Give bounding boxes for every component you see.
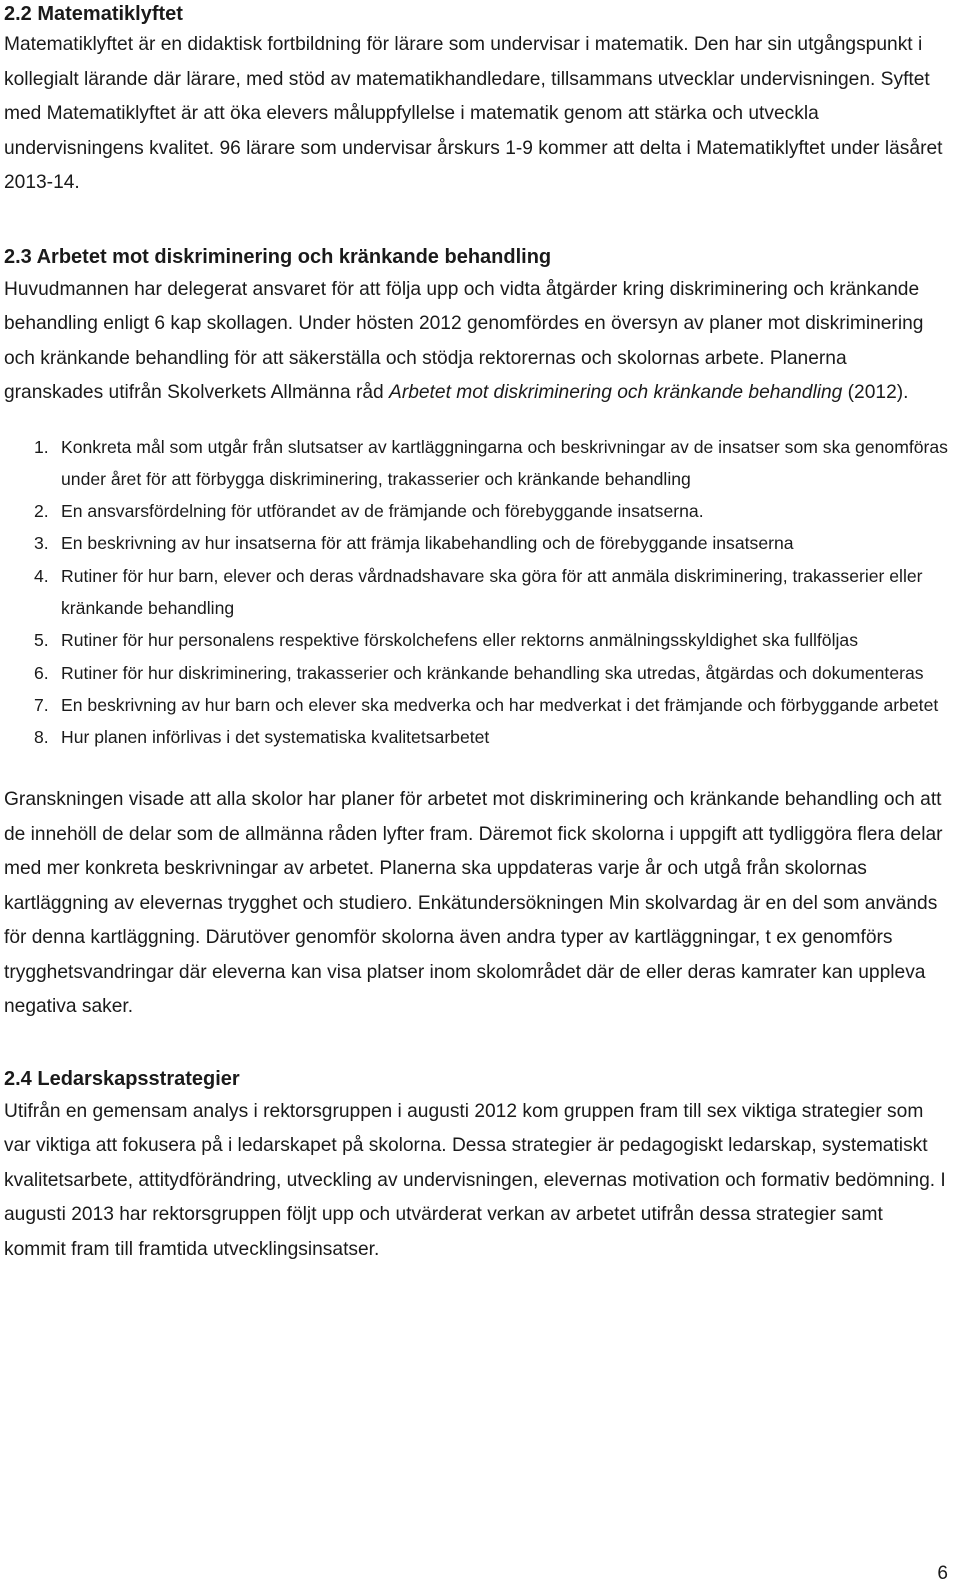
list-item <box>4 431 949 496</box>
paragraph-diskriminering-year: (2012). <box>847 382 909 403</box>
list-item <box>4 689 949 721</box>
list-item-text: En ansvarsfördelning för utförandet av de främjande och förebyggande insatserna. <box>61 501 704 522</box>
list-item <box>4 624 949 656</box>
paragraph-matematiklyftet: Matematiklyftet är en didaktisk fortbildning för lärare som undervisar i matematik. Den har sin utgångspunkt i kollegialt lärande där lärare, med stöd av matematikhandledare, tillsammans utvecklar undervisningen. Syftet med Matematiklyftet är att öka elevers måluppfyllelse i matematik genom att stärka och utveckla undervisningens kvalitet. 96 lärare som undervisar årskurs 1-9 kommer att delta i Matematiklyftet under läsåret 2013-14. <box>4 34 943 193</box>
paragraph-diskriminering-text: Huvudmannen har delegerat ansvaret för att följa upp och vidta åtgärder kring diskriminering och kränkande behandling enligt 6 kap skollagen. Under hösten 2012 genomfördes en översyn av planer mot diskriminering och kränkande behandling för att säkerställa och stödja rektorernas och skolornas arbete. Planerna granskades utifrån Skolverkets Allmänna råd <box>4 278 924 403</box>
list-item-number: 6. <box>34 662 49 683</box>
list-item <box>4 527 949 559</box>
section-heading-diskriminering: 2.3 Arbetet mot diskriminering och kränkande behandling <box>4 245 552 268</box>
list-item-text: Rutiner för hur diskriminering, trakasserier och kränkande behandling ska utredas, åtgärdas och dokumenteras <box>61 662 924 683</box>
section-heading-matematiklyftet: 2.2 Matematiklyftet <box>4 3 183 25</box>
list-item-text: En beskrivning av hur insatserna för att främja likabehandling och de förebyggande insatserna <box>61 533 794 554</box>
list-item-number: 4. <box>34 565 49 586</box>
list-item-number: 5. <box>34 630 49 651</box>
requirement-list <box>4 431 949 754</box>
list-item-text: Rutiner för hur personalens respektive förskolchefens eller rektorns anmälningsskyldighet ska fullföljas <box>61 630 858 651</box>
list-item-text: Konkreta mål som utgår från slutsatser av kartläggningarna och beskrivningar av de insatser som ska genomföras under året för att förbygga diskriminering, trakasserier och kränkande behandling <box>61 436 948 489</box>
section-heading-ledarskapsstrategier: 2.4 Ledarskapsstrategier <box>4 1067 240 1090</box>
paragraph-diskriminering <box>4 273 949 411</box>
document-page <box>4 0 949 1267</box>
list-item <box>4 721 949 753</box>
list-item-number: 3. <box>34 533 49 554</box>
list-item-text: Hur planen införlivas i det systematiska kvalitetsarbetet <box>61 727 490 748</box>
list-item <box>4 560 949 625</box>
list-item-number: 1. <box>34 436 49 457</box>
paragraph-diskriminering-italic-title: Arbetet mot diskriminering och kränkande behandling <box>389 382 843 403</box>
list-item-number: 8. <box>34 727 49 748</box>
list-item-text: En beskrivning av hur barn och elever ska medverka och har medverkat i det främjande och förbyggande arbetet <box>61 694 939 715</box>
paragraph-granskning: Granskningen visade att alla skolor har planer för arbetet mot diskriminering och kränkande behandling och att de innehöll de delar som de allmänna råden lyfter fram. Däremot fick skolorna i uppgift att tydliggöra flera delar med mer konkreta beskrivningar av arbetet. Planerna ska uppdateras varje år och utgå från skolornas kartläggning av elevernas trygghet och studiero. Enkätundersökningen Min skolvardag är en del som används för denna kartläggning. Därutöver genomför skolorna även andra typer av kartläggningar, t ex genomförs trygghetsvandringar där eleverna kan visa platser inom skolområdet där de eller deras kamrater kan uppleva negativa saker. <box>4 789 943 1018</box>
list-item <box>4 495 949 527</box>
page-number: 6 <box>937 1563 948 1584</box>
list-item-text: Rutiner för hur barn, elever och deras vårdnadshavare ska göra för att anmäla diskriminering, trakasserier eller kränkande behandling <box>61 565 923 618</box>
list-item-number: 7. <box>34 694 49 715</box>
paragraph-ledarskapsstrategier: Utifrån en gemensam analys i rektorsgruppen i augusti 2012 kom gruppen fram till sex viktiga strategier som var viktiga att fokusera på i ledarskapet på skolorna. Dessa strategier är pedagogiskt ledarskap, systematiskt kvalitetsarbete, attitydförändring, utveckling av undervisningen, elevernas motivation och formativ bedömning. I augusti 2013 har rektorsgruppen följt upp och utvärderat verkan av arbetet utifrån dessa strategier samt kommit fram till framtida utvecklingsinsatser. <box>4 1100 946 1260</box>
list-item <box>4 657 949 689</box>
list-item-number: 2. <box>34 501 49 522</box>
